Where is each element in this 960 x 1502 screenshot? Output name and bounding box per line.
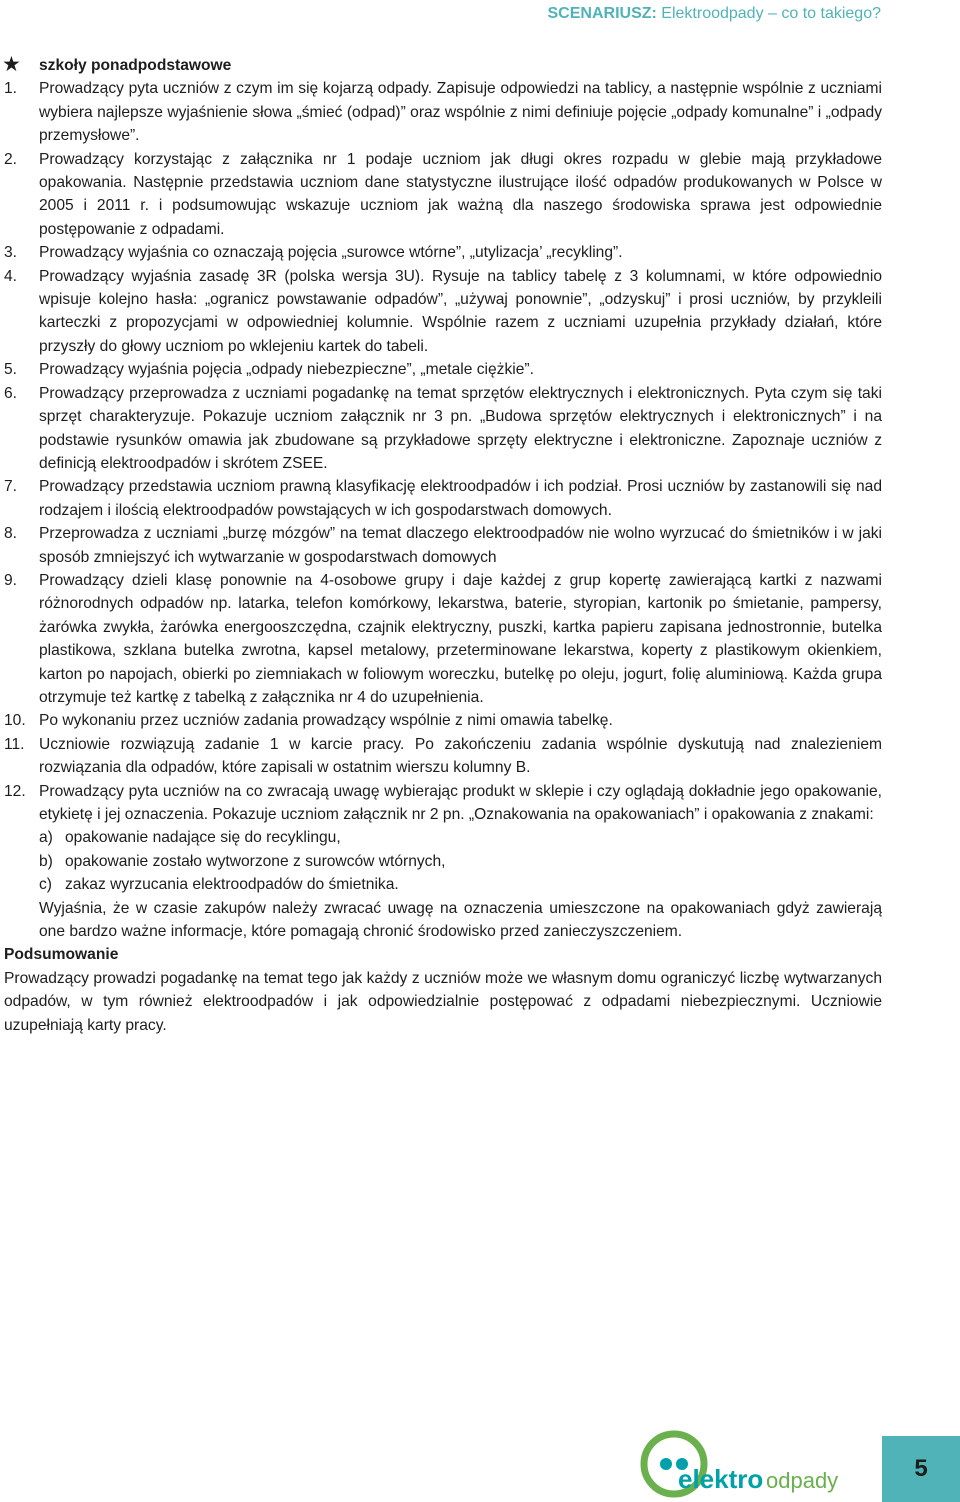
scenario-content xyxy=(4,54,882,1037)
list-item-number: 10. xyxy=(4,712,26,730)
list-item-number: 9. xyxy=(4,571,18,589)
list-item-text: Prowadzący wyjaśnia pojęcia „odpady niebezpieczne”, „metale ciężkie”. xyxy=(39,361,534,379)
list-item-number: 6. xyxy=(4,384,18,402)
list-item xyxy=(4,358,882,381)
sub-list-text: opakowanie zostało wytworzone z surowców wtórnych, xyxy=(65,852,446,870)
list-item xyxy=(4,569,882,709)
list-item-text: Przeprowadza z uczniami „burzę mózgów” na temat dlaczego elektroodpadów nie wolno wyrzucać do śmietników i w jaki sposób zmniejszyć ich wytwarzanie w gospodarstwach domowych xyxy=(39,525,882,566)
list-item-text: Prowadzący korzystając z załącznika nr 1 podaje uczniom jak długi okres rozpadu w glebie mają przykładowe opakowania. Następnie przedstawia uczniom dane statystyczne ilustrujące ilość odpadów produkowanych w Polsce w 2005 i 2011 r. i podsumowując wskazuje uczniom jak ważną dla naszego środowiska sprawa jest odpowiednie postępowanie z odpadami. xyxy=(39,150,882,238)
steps-list xyxy=(4,77,882,896)
list-item-number: 8. xyxy=(4,525,18,543)
summary-heading: Podsumowanie xyxy=(4,946,119,964)
list-item-number: 2. xyxy=(4,150,18,168)
sub-list-letter: c) xyxy=(39,876,52,894)
list-item-text: Prowadzący wyjaśnia zasadę 3R (polska wersja 3U). Rysuje na tablicy tabelę z 3 kolumnami, w które odpowiednio wpisuje kolejno hasła: „ogranicz powstawanie odpadów”, „używaj ponownie”, „odzyskuj” i prosi uczniów, by przykleili karteczki z propozycjami w odpowiedniej kolumnie. Wspólnie razem z uczniami uzupełnia przykłady działań, które przyszły do głowy uczniom po wklejeniu kartek do tabeli. xyxy=(39,267,882,355)
star-icon: ★ xyxy=(2,53,21,76)
list-item-text: Uczniowie rozwiązują zadanie 1 w karcie pracy. Po zakończeniu zadania wspólnie dyskutują nad znalezieniem rozwiązania dla odpadów, które zapisali w ostatnim wierszu kolumny B. xyxy=(39,735,882,777)
sub-list-item xyxy=(4,850,882,873)
list-item-text: Prowadzący przedstawia uczniom prawną klasyfikację elektroodpadów i ich podział. Prosi uczniów by zastanowili się nad rodzajem i ilością elektroodpadów powstających w ich gospodarstwach domowych. xyxy=(39,478,882,519)
list-item-text: Prowadzący wyjaśnia co oznaczają pojęcia „surowce wtórne”, „utylizacja’ „recykling”. xyxy=(39,244,623,262)
sub-list-letter: b) xyxy=(39,852,53,870)
list-item xyxy=(4,148,882,242)
list-item xyxy=(4,733,882,780)
sub-list-item xyxy=(4,873,882,896)
list-item-number: 4. xyxy=(4,267,18,285)
list-item-number: 1. xyxy=(4,80,18,98)
logo-text-1: elektro xyxy=(678,1464,764,1494)
list-item xyxy=(4,709,882,732)
list-item xyxy=(4,241,882,264)
list-item-text: Prowadzący dzieli klasę ponownie na 4-osobowe grupy i daje każdej z grup kopertę zawierającą kartki z nazwami różnorodnych odpadów np. latarka, telefon komórkowy, lekarstwa, baterie, styropian, kartonik po śmietanie, pampersy, żarówka zwykła, żarówka energooszczędna, czajnik elektryczny, puszki, kartka papieru zapisana jednostronnie, butelka plastikowa, szklana butelka zwrotna, kapsel metalowy, przeterminowane lekarstwa, koperty z plastikowym okienkiem, karton po napojach, obierki po ziemniakach w foliowym woreczku, butelkę po oleju, jogurt, folię aluminiową. Każda grupa otrzymuje też kartkę z tabelką z załącznika nr 4 do uzupełnienia. xyxy=(39,571,882,706)
page-number: 5 xyxy=(914,1455,928,1482)
list-item-text: Prowadzący pyta uczniów z czym im się kojarzą odpady. Zapisuje odpowiedzi na tablicy, a następnie wspólnie z uczniami wybiera najlepsze wyjaśnienie słowa „śmieć (odpad)” oraz wspólnie z nimi definiuje pojęcie „odpady komunalne” i „odpady przemysłowe”. xyxy=(39,80,882,145)
list-item xyxy=(4,382,882,476)
sub-list-item xyxy=(4,826,882,849)
list-item-text: Prowadzący pyta uczniów na co zwracają uwagę wybierając produkt w sklepie i czy oglądają dokładnie jego opakowanie, etykietę i jej oznaczenia. Pokazuje uczniom załącznik nr 2 pn. „Oznakowania na opakowaniach” i opakowania z znakami: xyxy=(39,782,882,823)
list-item xyxy=(4,475,882,522)
page-header xyxy=(548,5,882,23)
header-prefix: SCENARIUSZ: xyxy=(547,5,657,22)
elektroodpady-logo xyxy=(636,1428,858,1502)
header-title: Elektroodpady – co to takiego? xyxy=(656,5,881,22)
sub-list-letter: a) xyxy=(39,829,53,847)
closing-text: Wyjaśnia, że w czasie zakupów należy zwracać uwagę na oznaczenia umieszczone na opakowaniach gdyż zawierają one bardzo ważne informacje, które pomagają chronić środowisko przed zanieczyszczeniem. xyxy=(39,899,882,941)
list-item-number: 5. xyxy=(4,361,18,379)
list-item-number: 12. xyxy=(4,782,26,800)
list-item xyxy=(4,77,882,147)
section-heading: szkoły ponadpodstawowe xyxy=(39,57,232,74)
list-item-text: Prowadzący przeprowadza z uczniami pogadankę na temat sprzętów elektrycznych i elektronicznych. Pyta czym się taki sprzęt charakteryzuje. Pokazuje uczniom załącznik nr 3 pn. „Budowa sprzętów elektrycznych i elektronicznych” i na podstawie rysunków omawia jak zbudowane są przykładowe sprzęty elektryczne i elektroniczne. Zapoznaje uczniów z definicją elektroodpadów i skrótem ZSEE. xyxy=(39,384,882,472)
logo-text-2: odpady xyxy=(766,1468,839,1493)
list-item-number: 11. xyxy=(4,735,25,753)
list-item-number: 3. xyxy=(4,244,18,262)
summary-text: Prowadzący prowadzi pogadankę na temat tego jak każdy z uczniów może we własnym domu ograniczyć liczbę wytwarzanych odpadów, w tym również elektroodpadów i jak odpowiedzialnie postępować z odpadami niebezpiecznymi. Uczniowie uzupełniają karty pracy. xyxy=(4,969,882,1034)
list-item-number: 7. xyxy=(4,478,18,496)
page-number-box xyxy=(882,1436,960,1502)
list-item xyxy=(4,780,882,827)
list-item xyxy=(4,265,882,359)
list-item-text: Po wykonaniu przez uczniów zadania prowadzący wspólnie z nimi omawia tabelkę. xyxy=(39,712,613,730)
list-item xyxy=(4,522,882,569)
sub-list-text: opakowanie nadające się do recyklingu, xyxy=(65,829,341,847)
sub-list-text: zakaz wyrzucania elektroodpadów do śmietnika. xyxy=(65,876,399,894)
